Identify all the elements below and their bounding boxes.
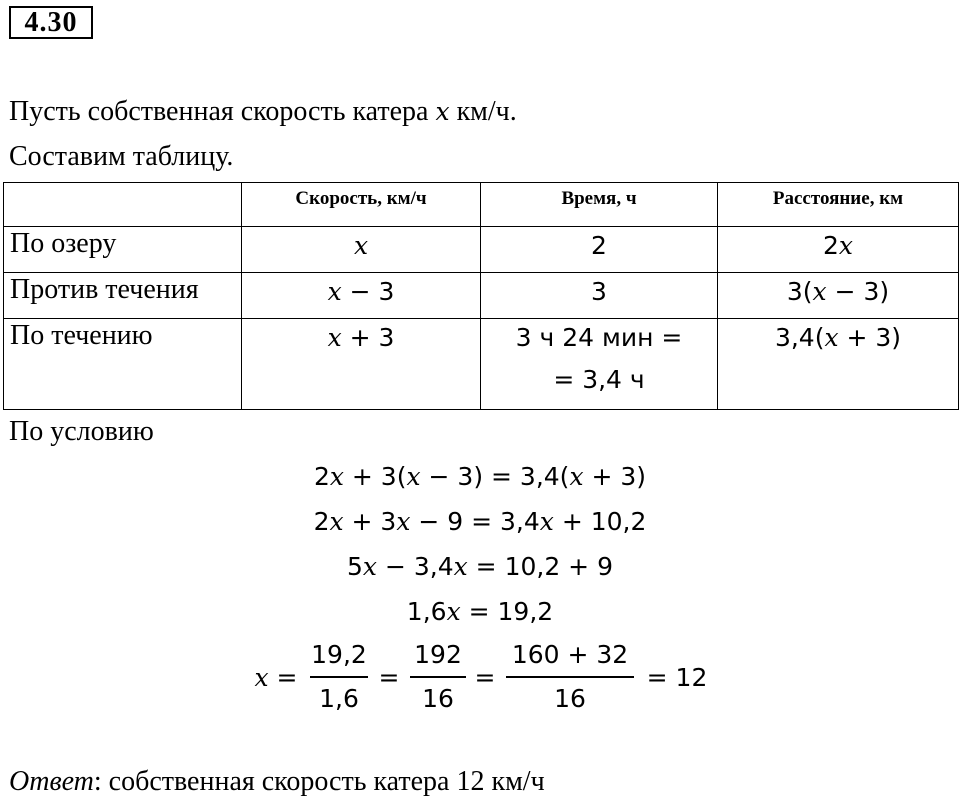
table-header-row: [4, 183, 959, 227]
problem-number: 4.30: [9, 6, 93, 39]
header-empty: [4, 183, 242, 227]
intro-line-1: [9, 96, 517, 128]
cell-speed-value: x: [353, 231, 369, 260]
table-row: [4, 273, 959, 319]
cell-time-line-1: 3 ч 24 мин =: [515, 323, 683, 352]
equation-2: 2x + 3x − 9 = 3,4x + 10,2: [313, 507, 647, 536]
equation-1: 2x + 3(x − 3) = 3,4(x + 3): [313, 462, 647, 491]
cell-time: 3: [481, 273, 718, 319]
fraction-2-numerator: 192: [414, 640, 462, 669]
header-speed: Скорость, км/ч: [242, 183, 481, 227]
cell-speed: x − 3: [242, 273, 481, 319]
table-row: [4, 227, 959, 273]
row-label: По озеру: [4, 227, 242, 273]
intro-text-before: Пусть собственная скорость катера: [9, 96, 436, 127]
fraction-3-numerator: 160 + 32: [511, 640, 629, 669]
cell-speed: x + 3: [242, 319, 481, 410]
fraction-1-numerator: 19,2: [311, 640, 367, 669]
equals-sign-2: =: [474, 663, 496, 692]
header-distance: Расстояние, км: [718, 183, 959, 227]
table-row: [4, 319, 959, 410]
row-label: Против течения: [4, 273, 242, 319]
intro-line-2: Составим таблицу.: [9, 141, 234, 172]
condition-label: По условию: [9, 416, 154, 447]
final-lhs: x =: [254, 663, 298, 692]
row-label: По течению: [4, 319, 242, 410]
header-time: Время, ч: [481, 183, 718, 227]
answer-line: [9, 766, 545, 798]
fraction-2-bar: [410, 676, 466, 678]
intro-variable: x: [435, 97, 450, 126]
equation-3: 5x − 3,4x = 10,2 + 9: [347, 552, 613, 581]
cell-time: 2: [481, 227, 718, 273]
solution-table: [3, 182, 959, 410]
answer-label: Ответ: [9, 766, 94, 797]
cell-time-line-2: = 3,4 ч: [553, 365, 645, 394]
fraction-1-bar: [310, 676, 368, 678]
cell-speed: [242, 227, 481, 273]
equals-sign-1: =: [378, 663, 400, 692]
cell-time: [481, 319, 718, 410]
fraction-1-denominator: 1,6: [319, 684, 359, 713]
final-result: = 12: [646, 663, 708, 692]
answer-text: : собственная скорость катера 12 км/ч: [93, 766, 545, 797]
cell-distance: 2x: [718, 227, 959, 273]
fraction-2-denominator: 16: [422, 684, 454, 713]
cell-distance: 3(x − 3): [718, 273, 959, 319]
intro-text-after: км/ч.: [449, 96, 517, 127]
cell-distance: 3,4(x + 3): [718, 319, 959, 410]
fraction-3-bar: [506, 676, 634, 678]
equation-4: 1,6x = 19,2: [406, 597, 554, 626]
fraction-3-denominator: 16: [554, 684, 586, 713]
